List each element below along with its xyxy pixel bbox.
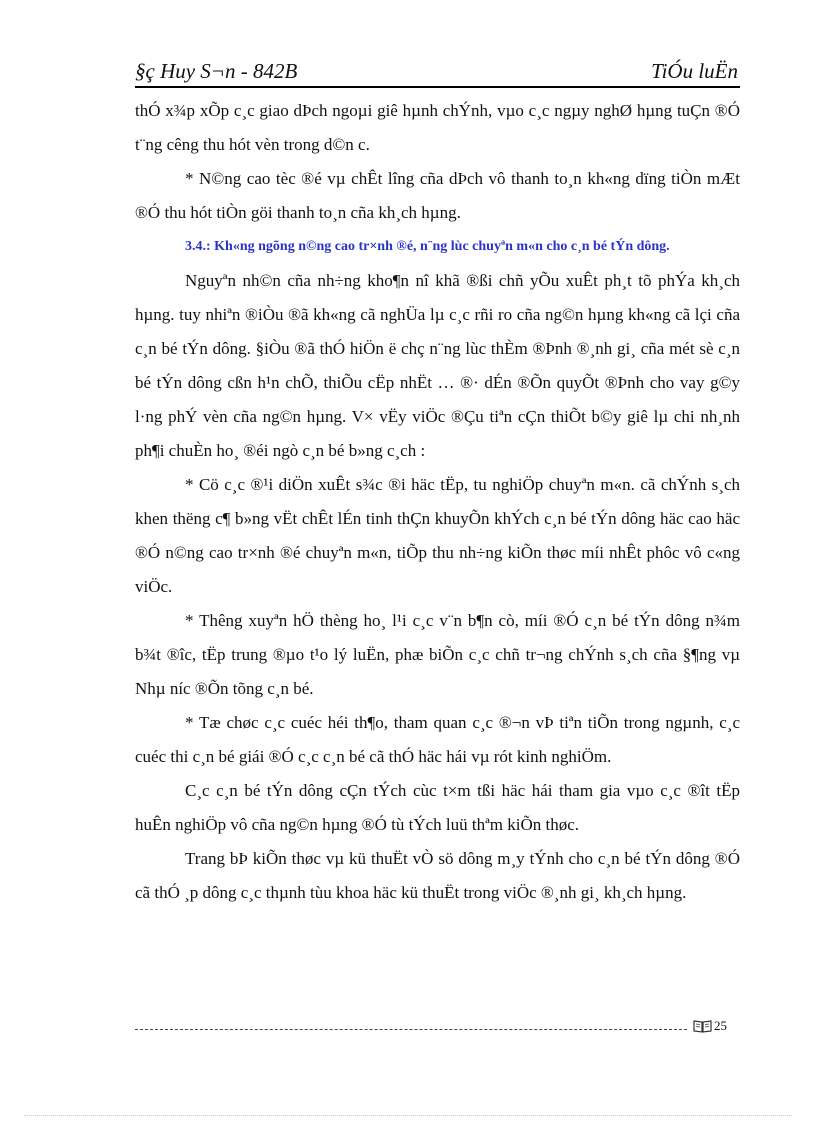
footer-rule (135, 1029, 687, 1030)
page-bottom-border (24, 1115, 792, 1116)
paragraph-bullet: * Tæ chøc c¸c cuéc héi th¶o, tham quan c¸c ®¬n vÞ tiªn tiÕn trong ngµnh, c¸c cuéc thi c¸n bé giái ®Ó c¸c c¸n bé cã thÓ häc hái vµ rót kinh nghiÖm. (135, 713, 740, 766)
paragraph: Trang bÞ kiÕn thøc vµ kü thuËt vÒ sö dông m¸y tÝnh cho c¸n bé tÝn dông ®Ó cã thÓ ¸p dông c¸c thµnh tùu khoa häc kü thuËt trong viÖc ®¸nh gi¸ kh¸ch hµng. (135, 849, 740, 902)
book-icon (693, 1019, 712, 1033)
header-doc-type: TiÓu luËn (651, 59, 738, 83)
page-number: 25 (714, 1018, 727, 1033)
paragraph: C¸c c¸n bé tÝn dông cÇn tÝch cùc t×m tßi häc hái tham gia vµo c¸c ®ît tËp huÊn nghiÖp vô cña ng©n hµng ®Ó tù tÝch luü thªm kiÕn thøc. (135, 781, 740, 834)
body-text (135, 94, 740, 910)
page-header (135, 56, 740, 88)
paragraph-bullet: * N©ng cao tèc ®é vµ chÊt lîng cña dÞch vô thanh to¸n kh«ng dïng tiÒn mÆt ®Ó thu hót tiÒn göi thanh to¸n cña kh¸ch hµng. (135, 169, 740, 222)
paragraph-bullet: * Cö c¸c ®¹i diÖn xuÊt s¾c ®i häc tËp, tu nghiÖp chuyªn m«n. cã chÝnh s¸ch khen thëng c¶ b»ng vËt chÊt lÉn tinh thÇn khuyÕn khÝch c¸n bé tÝn dông häc cao häc ®Ó n©ng cao tr×nh ®é chuyªn m«n, tiÕp thu nh÷ng kiÕn thøc míi nhÊt phôc vô c«ng viÖc. (135, 475, 740, 596)
section-heading: 3.4.: Kh«ng ngõng n©ng cao tr×nh ®é, n¨ng lùc chuyªn m«n cho c¸n bé tÝn dông. (185, 239, 670, 254)
paragraph: Nguyªn nh©n cña nh÷ng kho¶n nî khã ®ßi chñ yÕu xuÊt ph¸t tõ phÝa kh¸ch hµng. tuy nhiªn ®iÒu ®ã kh«ng cã nghÜa lµ c¸c rñi ro cña ng©n hµng kh«ng cã lçi cña c¸n bé tÝn dông. §iÒu ®ã thÓ hiÖn ë chç n¨ng lùc thÈm ®Þnh ®¸nh gi¸ cña mét sè c¸n bé tÝn dông cßn h¹n chÕ, thiÕu cËp nhËt … ®· dÉn ®Õn quyÕt ®Þnh cho vay g©y l·ng phÝ vèn cña ng©n hµng. V× vËy viÖc ®Çu tiªn cÇn thiÕt b©y giê lµ chi nh¸nh ph¶i chuÈn ho¸ ®éi ngò c¸n bé b»ng c¸ch : (135, 271, 740, 460)
header-author: §ç Huy S¬n - 842B (135, 59, 298, 83)
paragraph-bullet: * Thêng xuyªn hÖ thèng ho¸ l¹i c¸c v¨n b¶n cò, míi ®Ó c¸n bé tÝn dông n¾m b¾t ®îc, tËp trung ®µo t¹o lý luËn, phæ biÕn c¸c chñ tr¬ng chÝnh s¸ch cña §¶ng vµ Nhµ níc ®Õn tõng c¸n bé. (135, 611, 740, 698)
paragraph-continuation: thÓ x¾p xÕp c¸c giao dÞch ngoµi giê hµnh chÝnh, vµo c¸c ngµy nghØ hµng tuÇn ®Ó t¨ng cêng thu hót vèn trong d©n c. (135, 101, 740, 154)
